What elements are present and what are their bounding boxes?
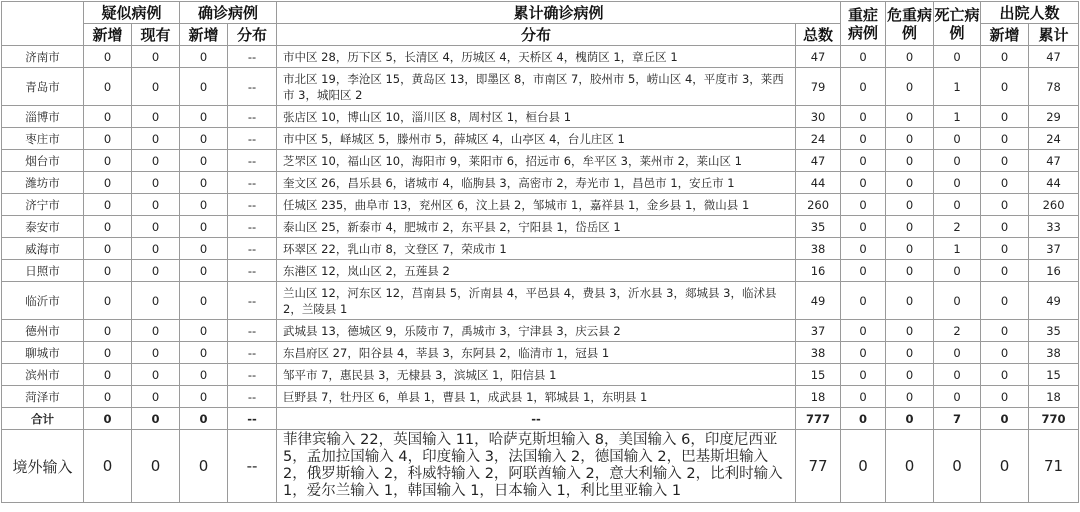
death-count: 0 [934,430,981,503]
imported-label: 境外输入 [2,430,84,503]
discharged-new: 0 [981,430,1029,503]
confirmed-new: 0 [180,342,228,364]
confirmed-distribution: -- [228,320,277,342]
death-count: 1 [934,238,981,260]
confirmed-new: 0 [180,238,228,260]
header-suspected-new: 新增 [84,24,132,46]
discharged-cumulative: 71 [1029,430,1079,503]
cumulative-total: 24 [796,128,841,150]
critical-count: 0 [886,106,934,128]
cumulative-distribution: 巨野县 7，牡丹区 6，单县 1，曹县 1，成武县 1，郓城县 1，东明县 1 [277,386,796,408]
cumulative-distribution: 泰山区 25，新泰市 4，肥城市 2，东平县 2，宁阳县 1，岱岳区 1 [277,216,796,238]
discharged-new: 0 [981,46,1029,68]
discharged-cumulative: 78 [1029,68,1079,106]
critical-count: 0 [886,216,934,238]
suspected-new: 0 [84,364,132,386]
header-confirmed: 确诊病例 [180,2,277,24]
confirmed-new: 0 [180,150,228,172]
severe-count: 0 [841,216,886,238]
suspected-current: 0 [132,106,180,128]
discharged-cumulative: 35 [1029,320,1079,342]
discharged-new: 0 [981,342,1029,364]
suspected-current: 0 [132,342,180,364]
table-row [2,364,1079,386]
discharged-new: 0 [981,386,1029,408]
death-count: 0 [934,342,981,364]
critical-count: 0 [886,386,934,408]
death-count: 0 [934,282,981,320]
death-count: 7 [934,408,981,430]
confirmed-new: 0 [180,386,228,408]
city-name: 临沂市 [2,282,84,320]
table-row [2,320,1079,342]
suspected-current: 0 [132,238,180,260]
suspected-new: 0 [84,342,132,364]
cumulative-total: 35 [796,216,841,238]
cumulative-total: 44 [796,172,841,194]
cumulative-total: 79 [796,68,841,106]
critical-count: 0 [886,172,934,194]
city-name: 威海市 [2,238,84,260]
severe-count: 0 [841,320,886,342]
death-count: 1 [934,106,981,128]
critical-count: 0 [886,342,934,364]
severe-count: 0 [841,238,886,260]
city-name: 菏泽市 [2,386,84,408]
city-name: 青岛市 [2,68,84,106]
suspected-new: 0 [84,46,132,68]
discharged-new: 0 [981,282,1029,320]
suspected-current: 0 [132,260,180,282]
discharged-new: 0 [981,320,1029,342]
table-row [2,238,1079,260]
suspected-new: 0 [84,216,132,238]
header-critical: 危重病例 [886,2,934,46]
suspected-new: 0 [84,386,132,408]
cumulative-distribution: 菲律宾输入 22，英国输入 11，哈萨克斯坦输入 8，美国输入 6，印度尼西亚 5，孟加拉国输入 4，印度输入 3，法国输入 2，德国输入 2，巴基斯坦输入 2，俄罗斯输入 2，科威特输入 2，阿联酋输入 2，意大利输入 2，比利时输入 1，爱尔兰输入 1，韩国输入 1，日本输入 1，利比里亚输入 1 [277,430,796,503]
suspected-new: 0 [84,282,132,320]
suspected-current: 0 [132,386,180,408]
table-row [2,46,1079,68]
cumulative-total: 18 [796,386,841,408]
confirmed-new: 0 [180,260,228,282]
suspected-current: 0 [132,172,180,194]
cumulative-distribution: -- [277,408,796,430]
confirmed-distribution: -- [228,150,277,172]
header-discharged-new: 新增 [981,24,1029,46]
confirmed-distribution: -- [228,106,277,128]
suspected-current: 0 [132,194,180,216]
suspected-new: 0 [84,172,132,194]
city-name: 枣庄市 [2,128,84,150]
critical-count: 0 [886,150,934,172]
header-suspected-current: 现有 [132,24,180,46]
table-row [2,194,1079,216]
suspected-current: 0 [132,46,180,68]
confirmed-new: 0 [180,128,228,150]
severe-count: 0 [841,408,886,430]
header-confirmed-new: 新增 [180,24,228,46]
total-label: 合计 [2,408,84,430]
header-cumulative: 累计确诊病例 [277,2,841,24]
death-count: 1 [934,68,981,106]
discharged-new: 0 [981,128,1029,150]
critical-count: 0 [886,46,934,68]
header-deaths: 死亡病例 [934,2,981,46]
table-row [2,172,1079,194]
cumulative-total: 15 [796,364,841,386]
cumulative-total: 49 [796,282,841,320]
cumulative-total: 38 [796,342,841,364]
confirmed-new: 0 [180,46,228,68]
death-count: 0 [934,46,981,68]
city-name: 日照市 [2,260,84,282]
discharged-new: 0 [981,408,1029,430]
suspected-new: 0 [84,150,132,172]
discharged-new: 0 [981,260,1029,282]
severe-count: 0 [841,128,886,150]
discharged-cumulative: 770 [1029,408,1079,430]
severe-count: 0 [841,172,886,194]
city-name: 济宁市 [2,194,84,216]
confirmed-new: 0 [180,282,228,320]
discharged-cumulative: 18 [1029,386,1079,408]
cumulative-distribution: 兰山区 12，河东区 12，莒南县 5，沂南县 4，平邑县 4，费县 3，沂水县 3，郯城县 3，临沭县 2，兰陵县 1 [277,282,796,320]
header-cumulative-total: 总数 [796,24,841,46]
severe-count: 0 [841,68,886,106]
suspected-current: 0 [132,150,180,172]
severe-count: 0 [841,260,886,282]
table-row [2,386,1079,408]
critical-count: 0 [886,260,934,282]
city-name: 烟台市 [2,150,84,172]
discharged-cumulative: 16 [1029,260,1079,282]
critical-count: 0 [886,320,934,342]
severe-count: 0 [841,106,886,128]
cumulative-total: 38 [796,238,841,260]
header-discharged-cumulative: 累计 [1029,24,1079,46]
discharged-new: 0 [981,172,1029,194]
death-count: 0 [934,128,981,150]
cumulative-distribution: 邹平市 7，惠民县 3，无棣县 3，滨城区 1，阳信县 1 [277,364,796,386]
confirmed-new: 0 [180,320,228,342]
confirmed-new: 0 [180,364,228,386]
severe-count: 0 [841,364,886,386]
cumulative-total: 37 [796,320,841,342]
city-name: 潍坊市 [2,172,84,194]
suspected-current: 0 [132,364,180,386]
discharged-cumulative: 29 [1029,106,1079,128]
critical-count: 0 [886,194,934,216]
death-count: 0 [934,194,981,216]
table-row [2,150,1079,172]
header-cumulative-distribution: 分布 [277,24,796,46]
city-name: 淄博市 [2,106,84,128]
confirmed-distribution: -- [228,68,277,106]
suspected-new: 0 [84,68,132,106]
city-name: 德州市 [2,320,84,342]
cumulative-total: 260 [796,194,841,216]
table-row [2,216,1079,238]
severe-count: 0 [841,150,886,172]
critical-count: 0 [886,408,934,430]
header-suspected: 疑似病例 [84,2,180,24]
imported-cases-row [2,430,1079,503]
discharged-new: 0 [981,364,1029,386]
confirmed-distribution: -- [228,260,277,282]
covid-statistics-table [1,1,1079,503]
critical-count: 0 [886,238,934,260]
cumulative-distribution: 张店区 10，博山区 10，淄川区 8，周村区 1，桓台县 1 [277,106,796,128]
city-name: 滨州市 [2,364,84,386]
suspected-new: 0 [84,238,132,260]
cumulative-distribution: 东港区 12，岚山区 2，五莲县 2 [277,260,796,282]
header-confirmed-distribution: 分布 [228,24,277,46]
confirmed-distribution: -- [228,342,277,364]
cumulative-total: 47 [796,150,841,172]
confirmed-distribution: -- [228,194,277,216]
death-count: 0 [934,172,981,194]
cumulative-distribution: 奎文区 26，昌乐县 6，诸城市 4，临朐县 3，高密市 2，寿光市 1，昌邑市 1，安丘市 1 [277,172,796,194]
confirmed-distribution: -- [228,238,277,260]
confirmed-distribution: -- [228,46,277,68]
severe-count: 0 [841,342,886,364]
header-severe: 重症病例 [841,2,886,46]
confirmed-distribution: -- [228,408,277,430]
severe-count: 0 [841,430,886,503]
total-row [2,408,1079,430]
critical-count: 0 [886,68,934,106]
discharged-cumulative: 37 [1029,238,1079,260]
discharged-cumulative: 24 [1029,128,1079,150]
confirmed-distribution: -- [228,430,277,503]
suspected-new: 0 [84,320,132,342]
discharged-cumulative: 33 [1029,216,1079,238]
critical-count: 0 [886,430,934,503]
suspected-current: 0 [132,408,180,430]
suspected-current: 0 [132,216,180,238]
suspected-current: 0 [132,128,180,150]
severe-count: 0 [841,386,886,408]
cumulative-distribution: 市中区 28，历下区 5，长清区 4，历城区 4，天桥区 4，槐荫区 1，章丘区 1 [277,46,796,68]
confirmed-new: 0 [180,216,228,238]
discharged-new: 0 [981,68,1029,106]
cumulative-total: 77 [796,430,841,503]
death-count: 0 [934,150,981,172]
severe-count: 0 [841,46,886,68]
city-name: 聊城市 [2,342,84,364]
death-count: 0 [934,386,981,408]
discharged-cumulative: 47 [1029,46,1079,68]
confirmed-new: 0 [180,194,228,216]
confirmed-new: 0 [180,408,228,430]
cumulative-total: 16 [796,260,841,282]
suspected-new: 0 [84,260,132,282]
discharged-new: 0 [981,216,1029,238]
cumulative-distribution: 武城县 13，德城区 9，乐陵市 7，禹城市 3，宁津县 3，庆云县 2 [277,320,796,342]
cumulative-distribution: 任城区 235，曲阜市 13，兖州区 6，汶上县 2，邹城市 1，嘉祥县 1，金乡县 1，微山县 1 [277,194,796,216]
table-row [2,106,1079,128]
discharged-new: 0 [981,150,1029,172]
discharged-new: 0 [981,106,1029,128]
death-count: 2 [934,320,981,342]
city-name: 济南市 [2,46,84,68]
table-row [2,282,1079,320]
discharged-new: 0 [981,194,1029,216]
suspected-new: 0 [84,194,132,216]
discharged-cumulative: 260 [1029,194,1079,216]
suspected-new: 0 [84,430,132,503]
table-row [2,342,1079,364]
death-count: 2 [934,216,981,238]
confirmed-new: 0 [180,68,228,106]
suspected-new: 0 [84,408,132,430]
confirmed-new: 0 [180,106,228,128]
suspected-current: 0 [132,68,180,106]
suspected-new: 0 [84,106,132,128]
severe-count: 0 [841,194,886,216]
suspected-current: 0 [132,430,180,503]
confirmed-distribution: -- [228,282,277,320]
city-name: 泰安市 [2,216,84,238]
table-row [2,68,1079,106]
header-discharged: 出院人数 [981,2,1079,24]
cumulative-distribution: 市北区 19，李沧区 15，黄岛区 13，即墨区 8，市南区 7，胶州市 5，崂山区 4，平度市 3，莱西市 3，城阳区 2 [277,68,796,106]
suspected-new: 0 [84,128,132,150]
cumulative-distribution: 市中区 5，峄城区 5，滕州市 5，薛城区 4，山亭区 4，台儿庄区 1 [277,128,796,150]
confirmed-distribution: -- [228,386,277,408]
table-row [2,128,1079,150]
cumulative-total: 30 [796,106,841,128]
discharged-cumulative: 38 [1029,342,1079,364]
confirmed-distribution: -- [228,364,277,386]
header-blank [2,2,84,46]
discharged-cumulative: 15 [1029,364,1079,386]
cumulative-total: 777 [796,408,841,430]
confirmed-distribution: -- [228,128,277,150]
cumulative-distribution: 东昌府区 27，阳谷县 4，莘县 3，东阿县 2，临清市 1，冠县 1 [277,342,796,364]
death-count: 0 [934,364,981,386]
critical-count: 0 [886,282,934,320]
suspected-current: 0 [132,282,180,320]
discharged-cumulative: 44 [1029,172,1079,194]
cumulative-total: 47 [796,46,841,68]
confirmed-new: 0 [180,430,228,503]
table-row [2,260,1079,282]
suspected-current: 0 [132,320,180,342]
severe-count: 0 [841,282,886,320]
discharged-new: 0 [981,238,1029,260]
critical-count: 0 [886,364,934,386]
death-count: 0 [934,260,981,282]
confirmed-distribution: -- [228,216,277,238]
cumulative-distribution: 环翠区 22，乳山市 8，文登区 7，荣成市 1 [277,238,796,260]
critical-count: 0 [886,128,934,150]
confirmed-distribution: -- [228,172,277,194]
discharged-cumulative: 47 [1029,150,1079,172]
discharged-cumulative: 49 [1029,282,1079,320]
confirmed-new: 0 [180,172,228,194]
cumulative-distribution: 芝罘区 10，福山区 10，海阳市 9，莱阳市 6，招远市 6，牟平区 3，莱州市 2，莱山区 1 [277,150,796,172]
